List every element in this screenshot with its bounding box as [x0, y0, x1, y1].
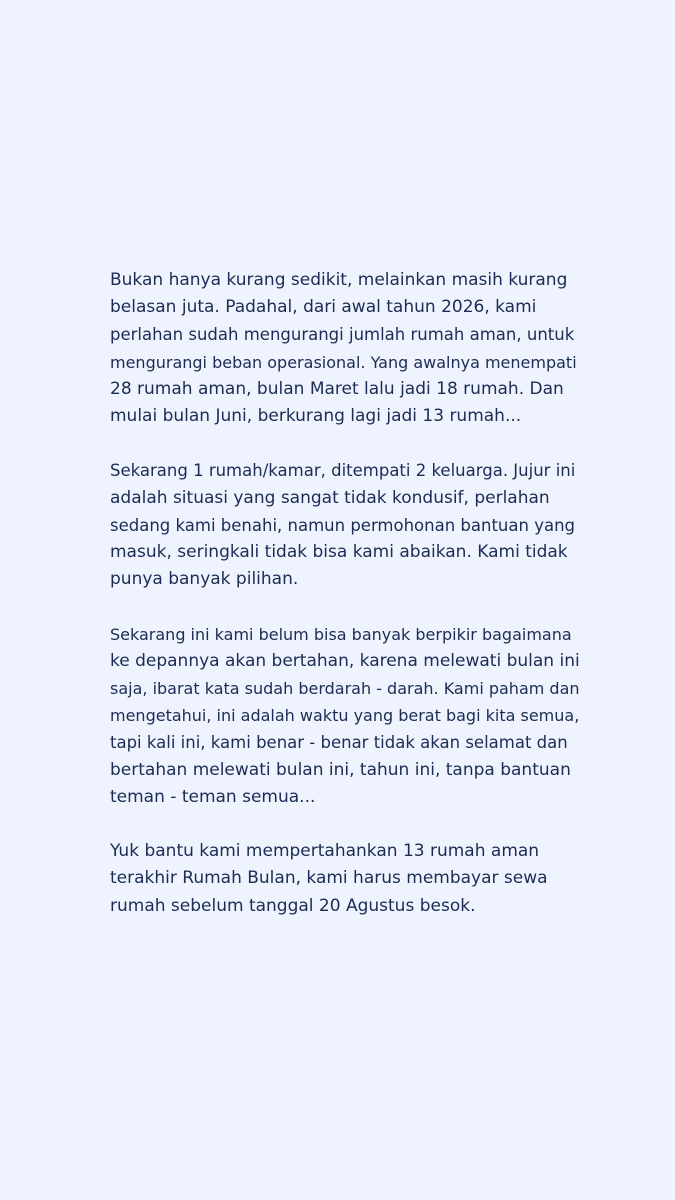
- text-line: Yuk bantu kami mempertahankan 13 rumah aman: [110, 841, 540, 862]
- text-line: adalah situasi yang sangat tidak kondusif, perlahan: [110, 487, 550, 508]
- text-line: bertahan melewati bulan ini, tahun ini, tanpa bantuan: [110, 759, 571, 780]
- text-line: 28 rumah aman, bulan Maret lalu jadi 18 rumah. Dan: [110, 378, 564, 399]
- text-line: Sekarang ini kami belum bisa banyak berpikir bagaimana: [110, 624, 572, 644]
- text-line: teman - teman semua...: [110, 786, 316, 807]
- text-line: saja, ibarat kata sudah berdarah - darah. Kami paham dan: [110, 679, 580, 699]
- text-line: mulai bulan Juni, berkurang lagi jadi 13 rumah...: [110, 406, 522, 427]
- paragraph-call-to-action: [110, 838, 580, 920]
- story-text-block: [110, 267, 580, 947]
- text-line: rumah sebelum tanggal 20 Agustus besok.: [110, 895, 476, 916]
- text-line: Bukan hanya kurang sedikit, melainkan masih kurang: [110, 270, 568, 290]
- text-line: sedang kami benahi, namun permohonan bantuan yang: [110, 515, 576, 535]
- paragraph-current-situation: [110, 457, 580, 593]
- paragraph-funding-shortfall: [110, 267, 580, 430]
- text-line: mengetahui, ini adalah waktu yang berat bagi kita semua,: [110, 706, 580, 726]
- text-line: perlahan sudah mengurangi jumlah rumah aman, untuk: [110, 325, 575, 345]
- paragraph-survival-appeal: [110, 621, 580, 811]
- text-line: mengurangi beban operasional. Yang awalnya menempati: [110, 352, 577, 372]
- text-line: ke depannya akan bertahan, karena melewati bulan ini: [110, 650, 580, 671]
- text-line: terakhir Rumah Bulan, kami harus membayar sewa: [110, 868, 548, 889]
- text-line: tapi kali ini, kami benar - benar tidak akan selamat dan: [110, 733, 568, 753]
- text-line: punya banyak pilihan.: [110, 569, 299, 590]
- text-line: Sekarang 1 rumah/kamar, ditempati 2 keluarga. Jujur ini: [110, 461, 576, 481]
- text-line: masuk, seringkali tidak bisa kami abaikan. Kami tidak: [110, 542, 568, 563]
- text-line: belasan juta. Padahal, dari awal tahun 2026, kami: [110, 297, 537, 318]
